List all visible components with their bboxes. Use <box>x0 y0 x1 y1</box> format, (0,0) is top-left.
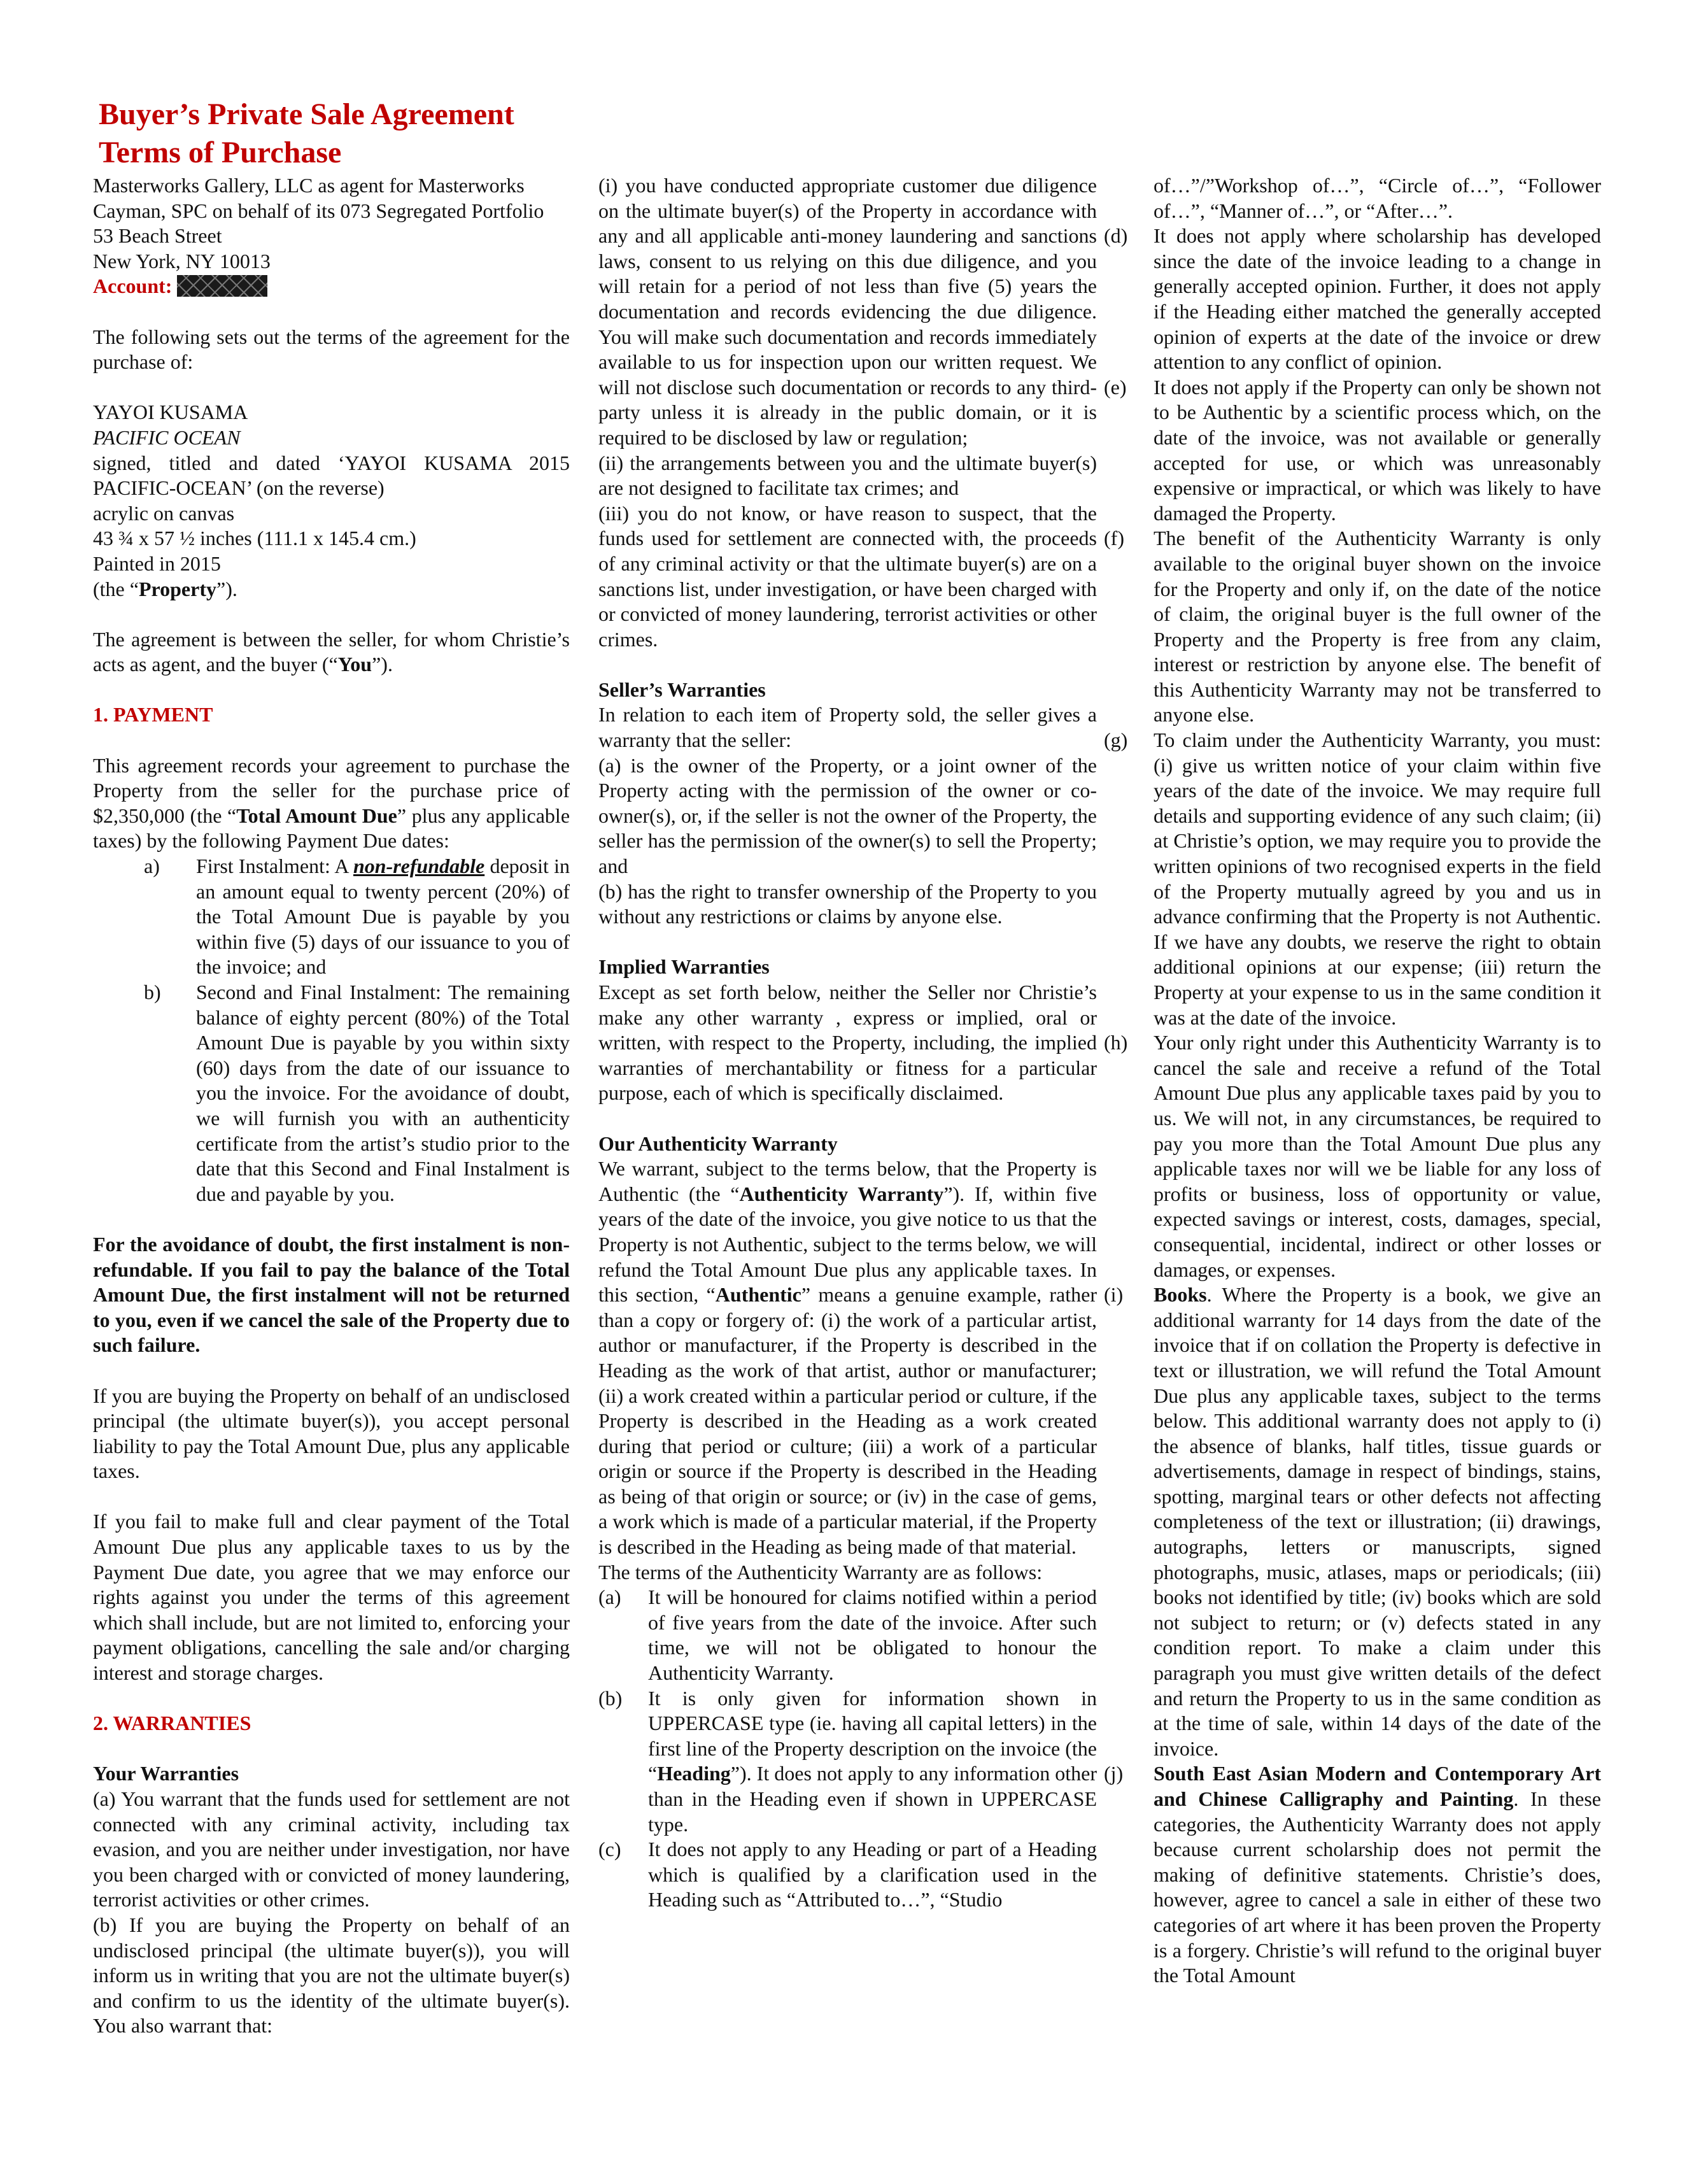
list-marker: (i) <box>1104 1283 1124 1307</box>
auth-term-f <box>1104 526 1601 728</box>
payment-heading: 1. PAYMENT <box>93 703 213 727</box>
property-description <box>93 400 570 602</box>
auth-term-g <box>1104 728 1601 1030</box>
list-marker: (b) <box>598 1686 623 1710</box>
books-term: Books <box>1154 1283 1207 1307</box>
your-warranty-b: (b) If you are buying the Property on behalf of an undisclosed principal (the ultimate buyer(s)), you will inform us in writing that you are not the ultimate buyer(s) and confirm to us the identity of the ultimate buyer(s). You also warrant that: <box>93 1913 570 2038</box>
list-text: To claim under the Authenticity Warranty, you must: (i) give us written notice of your claim within five years of the date of the invoice. We may require full details and supporting evidence of any such claim; (ii) at Christie’s option, we may require you to provide the written opinions of two recognised experts in the field of the Property mutually agreed by you and us in advance confirming that the Property is not Authentic. If we have any doubts, we reserve the right to obtain additional opinions at our expense; (iii) return the Property at your expense to us in the same condition it was at the date of the invoice. <box>1154 728 1601 1029</box>
document-title <box>99 96 514 172</box>
list-text <box>196 854 570 980</box>
auth-term-c-continued <box>1104 173 1601 223</box>
list-text: Second and Final Instalment: The remaining balance of eighty percent (80%) of the Total Amount Due is payable by you within sixty (60) days from the date of our issuance to you the invoice. For the avoidance of doubt, we will furnish you with an authenticity certificate from the artist’s studio prior to the date that this Second and Final Instalment is due and payable by you. <box>196 981 570 1205</box>
you-term: You <box>337 653 372 676</box>
your-warranty-iii: (iii) you do not know, or have reason to suspect, that the funds used for settlement are connected with, the proceeds of any criminal activity or that the ultimate buyer(s) are on a sanctions list, under investigation, or have been charged with or convicted of money laundering, terrorist activities or other crimes. <box>598 501 1097 651</box>
heading-def-rest: ”). It does not apply to any information other than in the Heading even if shown in UPPERCASE type. <box>648 1762 1097 1836</box>
total-amount-due-term: Total Amount Due <box>236 804 397 827</box>
auth-text-1: We warrant, subject to the terms below, that the Property is Authentic (the “ <box>598 1157 1097 1205</box>
property-def-pre: (the “ <box>93 577 139 600</box>
list-text <box>648 1686 1097 1838</box>
gallery-address <box>93 173 570 299</box>
parties-text: The agreement is between the seller, for whom Christie’s acts as agent, and the buyer (“ <box>93 627 570 676</box>
property-def-post: ”). <box>216 577 237 600</box>
payment-intro-text: This agreement records your agreement to purchase the Property from the seller for the purchase price of $2,350,000 (the “ <box>93 753 570 827</box>
list-text: It does not apply where scholarship has developed since the date of the invoice leading to a change in generally accepted opinion. Further, it does not apply if the Heading either matched the generally accepted opinion of experts at the date of the invoice or drew attention to any conflict of opinion. <box>1154 224 1601 374</box>
auth-term-h <box>1104 1030 1601 1282</box>
authenticity-warranty-text <box>598 1156 1097 1560</box>
parties-end: ”). <box>372 653 393 676</box>
payment-failure: If you fail to make full and clear payment of the Total Amount Due plus any applicable taxes to us by the Payment Due date, you agree that we may enforce our rights against you under the terms of this agreement which shall include, but are not limited to, enforcing your payment obligations, cancelling the sale and/or charging interest and storage charges. <box>93 1510 570 1685</box>
painted-year: Painted in 2015 <box>93 551 221 575</box>
address-line-2: 53 Beach Street <box>93 224 222 248</box>
authenticity-warranty-term: Authenticity Warranty <box>739 1182 944 1205</box>
heading-def-text: It is only given for information shown in UPPERCASE type (ie. having all capital letters) in the first line of the Property description on the invoice (the “ <box>648 1686 1097 1785</box>
signature-note: signed, titled and dated ‘YAYOI KUSAMA 2015 PACIFIC-OCEAN’ (on the reverse) <box>93 451 570 500</box>
auth-term-j <box>1104 1761 1601 1988</box>
implied-warranties-heading: Implied Warranties <box>598 955 770 979</box>
principal-liability: If you are buying the Property on behalf of an undisclosed principal (the ultimate buyer(s)), you accept personal liability to pay the Total Amount Due, plus any applicable taxes. <box>93 1384 570 1483</box>
list-text: It will be honoured for claims notified within a period of five years from the date of the invoice. After such time, we will not be obligated to honour the Authenticity Warranty. <box>648 1585 1097 1685</box>
first-instalment-rest: deposit in an amount equal to twenty percent (20%) of the Total Amount Due is payable by you within five (5) days of our issuance to you of the invoice; and <box>196 854 570 979</box>
parties-paragraph <box>93 627 570 677</box>
intro-text: The following sets out the terms of the agreement for the purchase of: <box>93 325 570 374</box>
non-refundable-term: non-refundable <box>353 854 485 878</box>
work-title: PACIFIC OCEAN <box>93 425 241 449</box>
auth-term-a <box>598 1585 1097 1685</box>
auth-text-2: ”). If, within five years of the date of the invoice, you give notice to us that the Property is not Authentic, subject to the terms below, we will refund the Total Amount Due plus any applicable taxes. In this section, “ <box>598 1182 1098 1307</box>
your-warranty-a: (a) You warrant that the funds used for settlement are not connected with any criminal activity, including tax evasion, and you are neither under investigation, nor have you been charged with or convicted of money laundering, terrorist activities or other crimes. <box>93 1787 570 1911</box>
list-text: The benefit of the Authenticity Warranty is only available to the original buyer shown on the invoice for the Property and only if, on the date of the notice of claim, the original buyer is the full owner of the Property and the Property is free from any claim, interest or restriction by anyone else. The benefit of this Authenticity Warranty may not be transferred to anyone else. <box>1154 527 1601 727</box>
warranty-terms-intro: The terms of the Authenticity Warranty are as follows: <box>598 1560 1043 1584</box>
list-text: Your only right under this Authenticity Warranty is to cancel the sale and receive a refund of the Total Amount Due plus any applicable taxes paid by you to us. We will not, in any circumstances, be required to pay you more than the Total Amount Due plus any applicable taxes nor will we be liable for any loss of profits or business, loss of opportunity or value, expected savings or interest, costs, damages, special, consequential, incidental, indirect or other losses or damages, or expenses. <box>1154 1031 1601 1281</box>
payment-intro-end: ” plus any applicable taxes) by the following Payment Due dates: <box>93 804 570 853</box>
payment-intro <box>93 753 570 854</box>
auth-text-3: ” means a genuine example, rather than a copy or forgery of: (i) the work of a particular artist, author or manufacturer, if the Property is described in the Heading as the work of that artist, author or manufacturer; (ii) a work created within a particular period or culture, if the Property is described in the Heading as a work created during that period or culture; (iii) a work of a particular origin or source if the Property is described in the Heading as being of that origin or source; or (iv) in the case of gems, a work which is made of a particular material, if the Property is described in the Heading as being made of that material. <box>598 1283 1098 1559</box>
list-text <box>1154 1282 1601 1761</box>
title-line-2: Terms of Purchase <box>99 136 342 169</box>
list-text: It does not apply to any Heading or part of a Heading which is qualified by a clarification used in the Heading such as “Attributed to…”, “Studio <box>648 1838 1097 1911</box>
auth-term-i <box>1104 1282 1601 1761</box>
auth-term-e <box>1104 375 1601 527</box>
property-def-term: Property <box>138 577 216 600</box>
list-marker: a) <box>144 854 160 878</box>
artist-name: YAYOI KUSAMA <box>93 401 248 424</box>
account-label: Account: <box>93 274 173 298</box>
medium: acrylic on canvas <box>93 501 235 525</box>
heading-term: Heading <box>657 1762 731 1785</box>
list-text: of…”/”Workshop of…”, “Circle of…”, “Follower of…”, “Manner of…”, or “After…”. <box>1154 174 1601 222</box>
auth-term-b <box>598 1686 1097 1838</box>
list-marker: (h) <box>1104 1031 1128 1054</box>
category-text: . In these categories, the Authenticity Warranty does not apply because current scholarship does not permit the making of definitive statements. Christie’s does, however, agree to cancel a sale in either of these two categories of art where it has been proven the Property is a forgery. Christie’s will refund to the original buyer the Total Amount <box>1154 1787 1601 1987</box>
authenticity-warranty-heading: Our Authenticity Warranty <box>598 1131 838 1155</box>
address-line-3: New York, NY 10013 <box>93 249 271 273</box>
dimensions: 43 ¾ x 57 ½ inches (111.1 x 145.4 cm.) <box>93 527 416 550</box>
seller-warranty-b: (b) has the right to transfer ownership of the Property to you without any restrictions or claims by anyone else. <box>598 879 1097 928</box>
address-line-1: Masterworks Gallery, LLC as agent for Masterworks Cayman, SPC on behalf of its 073 Segregated Portfolio <box>93 174 544 222</box>
authentic-term: Authentic <box>715 1283 801 1307</box>
non-refundable-notice: For the avoidance of doubt, the first instalment is non-refundable. If you fail to pay the balance of the Total Amount Due, the first instalment will not be returned to you, even if we cancel the sale of the Property due to such failure. <box>93 1232 570 1357</box>
payment-item-b <box>93 980 570 1207</box>
your-warranty-ii: (ii) the arrangements between you and the ultimate buyer(s) are not designed to facilitate tax crimes; and <box>598 451 1097 500</box>
list-marker: (g) <box>1104 728 1128 752</box>
your-warranty-i: (i) you have conducted appropriate customer due diligence on the ultimate buyer(s) of the Property in accordance with any and all applicable anti-money laundering and sanctions laws, consent to us relying on this due diligence, and you will retain for a period of not less than five (5) years the documentation and records evidencing the due diligence. You will make such documentation and records immediately available to us for inspection upon our written request. We will not disclose such documentation or records to any third-party unless it is already in the public domain, or it is required to be disclosed by law or regulation; <box>598 174 1097 449</box>
seller-warranties-intro: In relation to each item of Property sold, the seller gives a warranty that the seller: <box>598 703 1097 752</box>
title-line-1: Buyer’s Private Sale Agreement <box>99 97 514 131</box>
list-marker: (a) <box>598 1585 621 1609</box>
first-instalment-text: First Instalment: A <box>196 854 353 878</box>
books-text: . Where the Property is a book, we give an additional warranty for 14 days from the date of the invoice that if on collation the Property is defective in text or illustration, we will refund the Total Amount Due plus any applicable taxes, subject to the terms below. This additional warranty does not apply to (i) the absence of blanks, half titles, tissue guards or advertisements, damage in respect of bindings, stains, spotting, marginal tears or other defects not affecting completeness of the text or illustration; (ii) drawings, autographs, letters or manuscripts, signed photographs, music, atlases, maps or periodicals; (iii) books not identified by title; (iv) books which are sold not subject to return; or (v) defects stated in any condition report. To make a claim under this paragraph you must give written details of the defect and return the Property to us in the same condition as at the time of sale, within 14 days of the date of the invoice. <box>1154 1283 1601 1760</box>
list-marker: (f) <box>1104 527 1124 550</box>
category-term: South East Asian Modern and Contemporary Art and Chinese Calligraphy and Painting <box>1154 1762 1601 1810</box>
list-text <box>1154 1761 1601 1988</box>
auth-term-d <box>1104 223 1601 375</box>
list-marker: (j) <box>1104 1762 1124 1785</box>
seller-warranties-heading: Seller’s Warranties <box>598 677 766 701</box>
seller-warranty-a: (a) is the owner of the Property, or a joint owner of the Property acting with the permission of the owner or co-owner(s), or, if the seller is not the owner of the Property, the seller has the permission of the owner(s) to sell the Property; and <box>598 753 1097 878</box>
list-marker: b) <box>144 981 161 1003</box>
payment-item-a <box>93 854 570 980</box>
list-marker: (e) <box>1104 375 1127 399</box>
implied-warranties-text: Except as set forth below, neither the Seller nor Christie’s make any other warranty , express or implied, oral or written, with respect to the Property, including, the implied warranties of merchantability or fitness for a particular purpose, each of which is specifically disclaimed. <box>598 981 1097 1105</box>
warranties-heading: 2. WARRANTIES <box>93 1712 251 1735</box>
column-1 <box>93 173 570 2039</box>
list-marker: (c) <box>598 1838 621 1861</box>
redacted-account-number <box>177 275 267 297</box>
column-3 <box>1104 173 1601 1989</box>
your-warranties-heading: Your Warranties <box>93 1762 239 1785</box>
column-2 <box>598 173 1097 1913</box>
auth-term-c <box>598 1837 1097 1913</box>
list-text: It does not apply if the Property can only be shown not to be Authentic by a scientific process which, on the date of the invoice, was not available or generally accepted for use, or which was unreasonably expensive or impractical, or which was likely to have damaged the Property. <box>1154 375 1601 525</box>
list-marker: (d) <box>1104 224 1128 248</box>
